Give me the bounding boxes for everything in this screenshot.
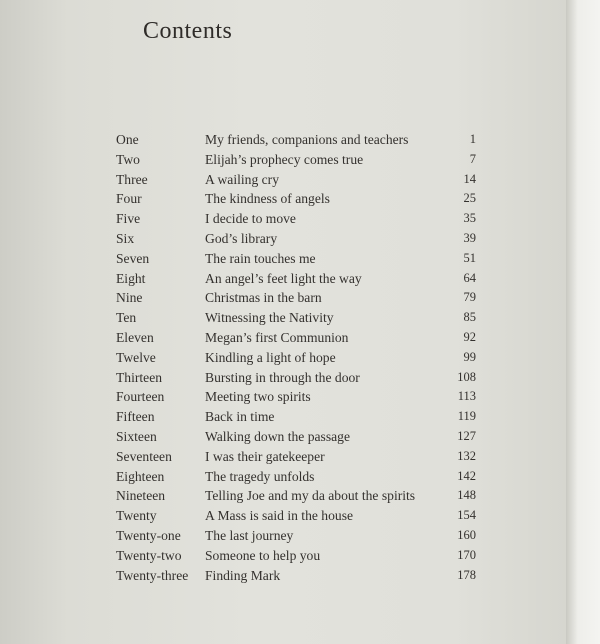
chapter-number: Twelve (116, 349, 156, 365)
chapter-page: 154 (457, 508, 476, 523)
chapter-page: 14 (463, 171, 476, 186)
chapter-page: 25 (463, 191, 476, 206)
toc-row (116, 467, 476, 487)
chapter-page: 178 (457, 567, 476, 582)
chapter-title: Walking down the passage (205, 428, 351, 444)
chapter-number: Six (116, 230, 135, 246)
chapter-number: Fifteen (116, 409, 155, 425)
toc-row (116, 170, 476, 190)
chapter-number: Eleven (116, 329, 154, 345)
toc-row (116, 229, 476, 249)
chapter-title: Telling Joe and my da about the spirits (205, 488, 416, 504)
chapter-page: 99 (463, 349, 476, 364)
chapter-number: Four (116, 191, 142, 207)
chapter-page: 39 (463, 230, 476, 245)
toc-row (116, 189, 476, 209)
chapter-title: God’s library (205, 230, 278, 246)
chapter-page: 79 (463, 290, 476, 305)
toc-row (116, 288, 476, 308)
chapter-title: The last journey (205, 527, 294, 543)
chapter-title: Finding Mark (205, 567, 281, 583)
toc-row (116, 209, 476, 229)
toc-row (116, 407, 476, 427)
page-edge (566, 0, 600, 644)
chapter-title: Elijah’s prophecy comes true (205, 151, 364, 167)
chapter-page: 160 (457, 527, 476, 542)
chapter-title: A wailing cry (205, 171, 279, 187)
toc-row (116, 486, 476, 506)
toc-row (116, 150, 476, 170)
toc-row (116, 387, 476, 407)
chapter-page: 51 (463, 250, 476, 265)
chapter-number: Twenty-three (116, 567, 189, 583)
toc-row (116, 368, 476, 388)
chapter-number: Sixteen (116, 428, 157, 444)
chapter-page: 170 (457, 547, 476, 562)
chapter-title: An angel’s feet light the way (205, 270, 362, 286)
chapter-page: 92 (463, 329, 476, 344)
table-of-contents (116, 130, 476, 585)
chapter-title: Christmas in the barn (205, 290, 322, 306)
toc-row (116, 328, 476, 348)
chapter-title: The tragedy unfolds (205, 468, 315, 484)
chapter-page: 35 (463, 211, 476, 226)
toc-row (116, 308, 476, 328)
chapter-title: I was their gatekeeper (205, 448, 325, 464)
chapter-page: 119 (457, 409, 476, 424)
contents-heading: Contents (143, 18, 233, 44)
chapter-title: The kindness of angels (205, 191, 330, 207)
chapter-title: Bursting in through the door (205, 369, 360, 385)
chapter-number: Twenty-one (116, 527, 181, 543)
chapter-title: The rain touches me (205, 250, 316, 266)
chapter-title: Back in time (205, 409, 275, 425)
chapter-number: Nineteen (116, 488, 166, 504)
chapter-title: Megan’s first Communion (205, 329, 349, 345)
chapter-number: Eighteen (116, 468, 165, 484)
toc-row (116, 348, 476, 368)
chapter-number: Fourteen (116, 389, 165, 405)
chapter-number: Ten (116, 310, 137, 326)
chapter-title: My friends, companions and teachers (205, 132, 409, 147)
chapter-page: 132 (457, 448, 476, 463)
toc-row (116, 269, 476, 289)
chapter-title: Meeting two spirits (205, 389, 311, 405)
chapter-number: Two (116, 151, 140, 167)
chapter-title: Witnessing the Nativity (205, 310, 334, 326)
toc-row (116, 427, 476, 447)
chapter-page: 64 (463, 270, 476, 285)
chapter-title: Kindling a light of hope (205, 349, 336, 365)
chapter-title: I decide to move (205, 211, 296, 227)
chapter-number: One (116, 132, 139, 147)
chapter-page: 127 (457, 428, 476, 443)
toc-row (116, 249, 476, 269)
chapter-number: Seven (116, 250, 150, 266)
chapter-page: 85 (463, 310, 476, 325)
chapter-number: Seventeen (116, 448, 172, 464)
chapter-page: 148 (457, 488, 476, 503)
toc-row (116, 566, 476, 586)
toc-row (116, 506, 476, 526)
chapter-number: Twenty-two (116, 547, 182, 563)
chapter-number: Thirteen (116, 369, 163, 385)
chapter-number: Twenty (116, 508, 157, 524)
toc-row (116, 546, 476, 566)
chapter-number: Eight (116, 270, 146, 286)
chapter-page: 1 (469, 132, 476, 146)
toc-row (116, 526, 476, 546)
chapter-page: 113 (457, 389, 476, 404)
chapter-title: Someone to help you (205, 547, 321, 563)
chapter-number: Three (116, 171, 148, 187)
chapter-page: 7 (469, 151, 476, 166)
toc-row (116, 447, 476, 467)
chapter-page: 108 (457, 369, 476, 384)
chapter-title: A Mass is said in the house (205, 508, 354, 524)
chapter-page: 142 (457, 468, 476, 483)
chapter-number: Five (116, 211, 141, 227)
chapter-number: Nine (116, 290, 143, 306)
toc-row (116, 130, 476, 150)
